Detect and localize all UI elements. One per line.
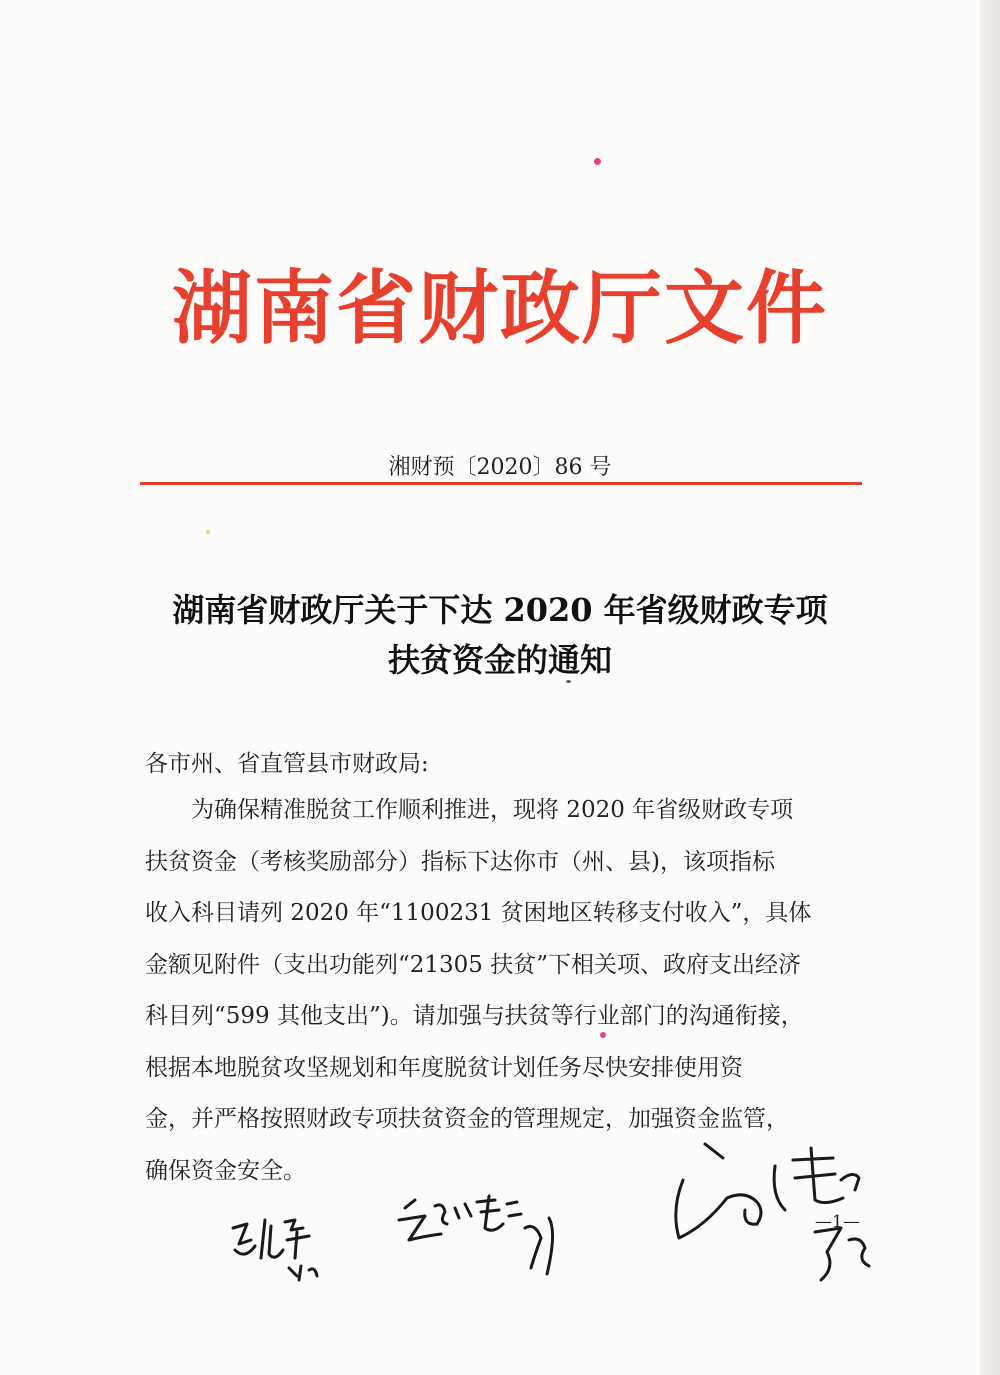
addressee: 各市州、省直管县市财政局:	[145, 751, 429, 777]
title-line-2: 扶贫资金的通知	[387, 641, 612, 679]
title-line-1: 湖南省财政厅关于下达 2020 年省级财政专项	[172, 591, 828, 629]
handwritten-signature-2	[385, 1188, 585, 1288]
red-separator-line	[140, 482, 862, 485]
ink-speck	[600, 1032, 606, 1038]
ink-speck	[566, 680, 571, 683]
body-line: 根据本地脱贫攻坚规划和年度脱贫计划任务尽快安排使用资	[145, 1054, 743, 1081]
handwritten-signature-3	[665, 1140, 895, 1300]
body-line: 确保资金安全。	[145, 1157, 306, 1184]
page-number: —1—	[815, 1212, 860, 1232]
body-line: 科目列“599 其他支出”)。请加强与扶贫等行业部门的沟通衔接，	[145, 1003, 804, 1029]
body-line: 金，并严格按照财政专项扶贫资金的管理规定，加强资金监管，	[145, 1106, 789, 1132]
body-line: 扶贫资金（考核奖励部分）指标下达你市（州、县)，该项指标	[145, 848, 775, 875]
red-header-title: 湖南省财政厅文件	[172, 261, 828, 355]
ink-speck	[206, 530, 210, 534]
document-number: 湘财预〔2020〕86 号	[388, 455, 612, 480]
handwritten-signature-1	[225, 1210, 345, 1290]
ink-speck	[594, 158, 601, 165]
page-edge-shadow	[980, 0, 1000, 1375]
document-title	[130, 585, 870, 685]
body-paragraph	[145, 785, 857, 1197]
body-line: 收入科目请列 2020 年“1100231 贫困地区转移支付收入”，具体	[145, 900, 812, 926]
body-line: 金额见附件（支出功能列“21305 扶贫”下相关项、政府支出经济	[145, 951, 801, 978]
body-line: 为确保精准脱贫工作顺利推进，现将 2020 年省级财政专项	[145, 797, 794, 823]
